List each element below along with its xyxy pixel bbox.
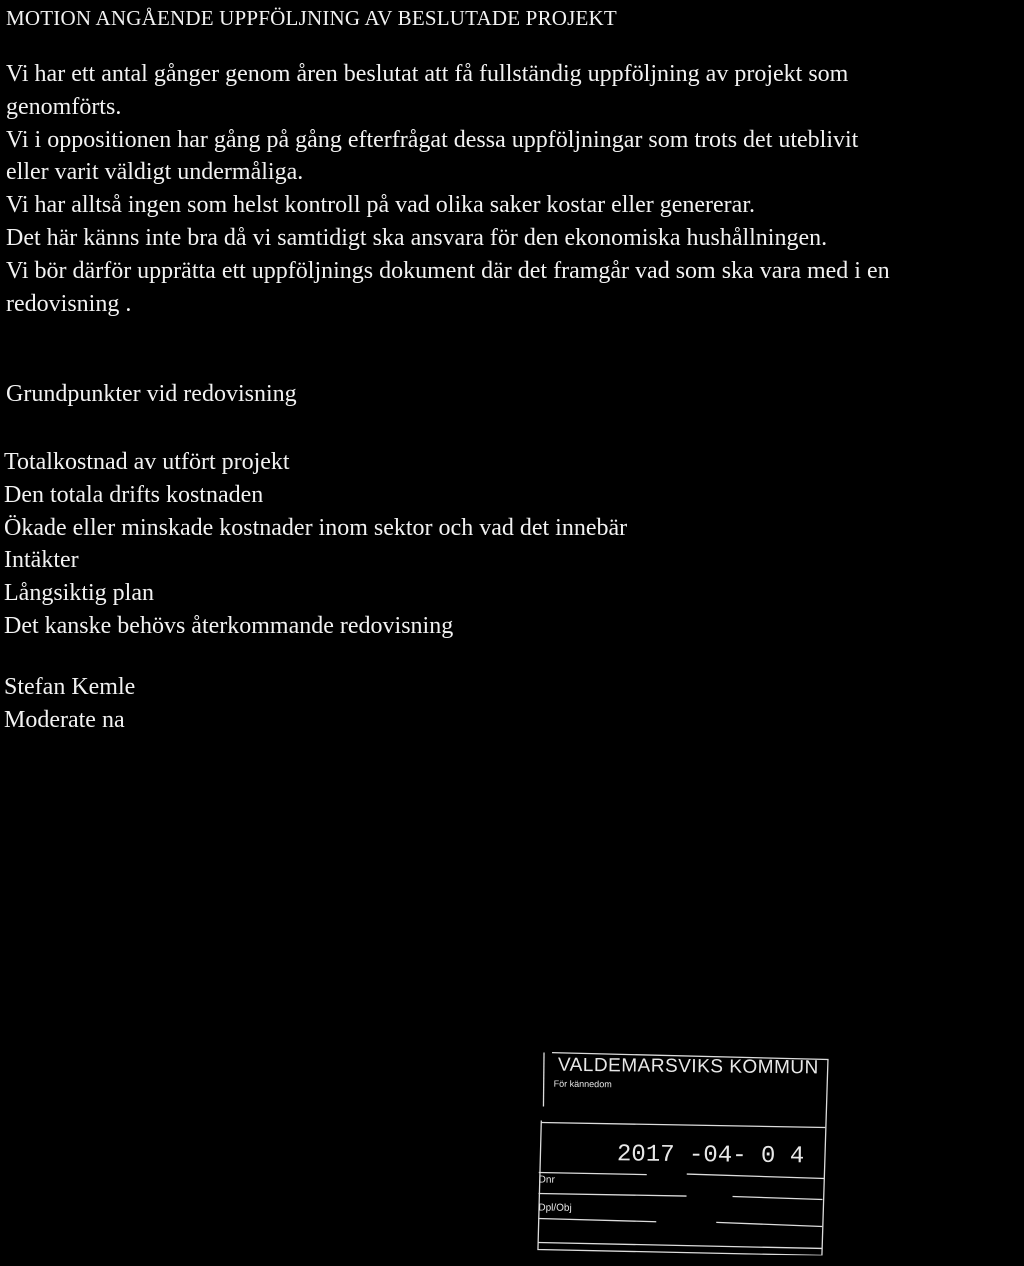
signature-party: Moderate na — [4, 706, 125, 733]
stamp-label-dpl: Dpl/Obj — [538, 1202, 572, 1214]
list-item: Långsiktig plan — [4, 580, 154, 607]
list-item: Totalkostnad av utfört projekt — [4, 449, 290, 475]
list-item: Intäkter — [4, 547, 79, 574]
list-item: Den totala drifts kostnaden — [4, 481, 264, 508]
paragraph: Vi har alltså ingen som helst kontroll på vad olika saker kostar eller genererar. — [6, 192, 755, 219]
points-list — [4, 446, 627, 643]
received-stamp — [536, 1046, 830, 1255]
document-title: MOTION ANGÅENDE UPPFÖLJNING AV BESLUTADE PROJEKT — [6, 6, 617, 30]
motion-body — [6, 58, 906, 320]
paragraph: Vi i oppositionen har gång på gång efterfrågat dessa uppföljningar som trots det uteblivit eller varit väldigt undermåliga. — [6, 126, 859, 186]
stamp-note: För kännedom — [553, 1078, 612, 1090]
paragraph: Vi bör därför upprätta ett uppföljnings dokument där det framgår vad som ska vara med i en redovisning . — [6, 257, 890, 317]
paragraph: Det här känns inte bra då vi samtidigt ska ansvara för den ekonomiska hushållningen. — [6, 224, 828, 251]
list-item: Ökade eller minskade kostnader inom sektor och vad det innebär — [4, 514, 628, 541]
section-heading: Grundpunkter vid redovisning — [6, 381, 297, 407]
signature-name: Stefan Kemle — [4, 674, 136, 700]
paragraph: Vi har ett antal gånger genom åren beslutat att få fullständig uppföljning av projekt som genomförts. — [6, 61, 849, 120]
stamp-label-dnr: Dnr — [538, 1174, 555, 1186]
list-item: Det kanske behövs återkommande redovisning — [4, 612, 454, 639]
stamp-date: 2017 -04- 0 4 — [616, 1141, 805, 1171]
stamp-organization: VALDEMARSVIKS KOMMUN — [557, 1054, 819, 1079]
signature-block — [4, 671, 135, 737]
